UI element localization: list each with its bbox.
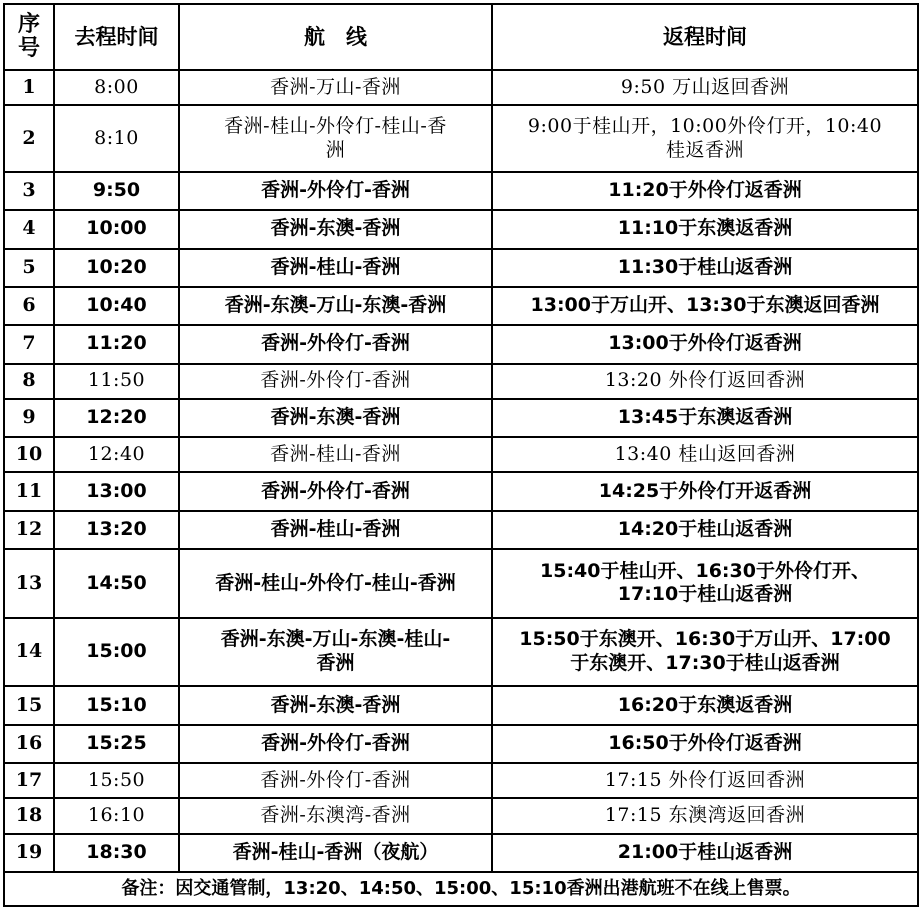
route-line: 香洲 [316, 651, 355, 674]
route-line: 香洲-桂山-外伶仃-桂山-香 [224, 114, 447, 137]
return-time [492, 70, 918, 105]
route [179, 686, 492, 724]
route-line: 香洲-桂山-香洲 [270, 518, 401, 541]
table-row [4, 763, 918, 798]
ferry-schedule-table [3, 3, 919, 907]
route-line: 香洲-东澳-香洲 [270, 406, 401, 429]
route-line: 香洲-外伶仃-香洲 [261, 731, 410, 754]
route-line: 香洲-外伶仃-香洲 [261, 179, 410, 202]
outbound-time: 9:50 [54, 172, 179, 210]
return-time [492, 686, 918, 724]
row-number: 3 [4, 172, 54, 210]
route [179, 70, 492, 105]
row-number: 16 [4, 725, 54, 763]
row-number: 9 [4, 399, 54, 437]
return-line: 16:50于外伶仃返香洲 [608, 731, 802, 754]
route-line: 香洲-桂山-外伶仃-桂山-香洲 [215, 571, 456, 594]
return-time [492, 834, 918, 872]
return-time [492, 549, 918, 618]
table-row [4, 437, 918, 472]
return-time [492, 511, 918, 549]
route [179, 834, 492, 872]
row-number: 17 [4, 763, 54, 798]
route-line: 香洲-万山-香洲 [270, 75, 401, 98]
table-row [4, 472, 918, 510]
outbound-time: 12:20 [54, 399, 179, 437]
table-row [4, 511, 918, 549]
return-line: 13:20 外伶仃返回香洲 [604, 369, 806, 392]
route-line: 香洲-外伶仃-香洲 [260, 768, 411, 791]
row-number: 15 [4, 686, 54, 724]
note-text: 备注：因交通管制，13:20、14:50、15:00、15:10香洲出港航班不在线上售票。 [4, 872, 918, 906]
table-row [4, 105, 918, 172]
return-time [492, 249, 918, 287]
route [179, 472, 492, 510]
header-route: 航 线 [179, 4, 492, 70]
route [179, 399, 492, 437]
row-number: 13 [4, 549, 54, 618]
outbound-time: 11:50 [54, 364, 179, 399]
route-line: 香洲-东澳-万山-东澳-香洲 [224, 294, 447, 317]
return-time [492, 210, 918, 248]
route-line: 香洲-东澳-万山-东澳-桂山- [220, 628, 451, 651]
row-number: 19 [4, 834, 54, 872]
return-line: 9:00于桂山开，10:00外伶仃开，10:40 [527, 114, 883, 137]
route [179, 172, 492, 210]
return-line: 13:40 桂山返回香洲 [614, 442, 796, 465]
table-row [4, 364, 918, 399]
return-line: 14:25于外伶仃开返香洲 [598, 479, 812, 502]
outbound-time: 12:40 [54, 437, 179, 472]
return-time [492, 399, 918, 437]
row-number: 2 [4, 105, 54, 172]
row-number: 1 [4, 70, 54, 105]
return-time [492, 172, 918, 210]
return-line: 16:20于东澳返香洲 [617, 693, 793, 716]
route [179, 249, 492, 287]
table-row [4, 249, 918, 287]
table-row [4, 798, 918, 833]
return-line: 于东澳开、17:30于桂山返香洲 [570, 651, 840, 674]
table-row [4, 325, 918, 363]
return-time [492, 472, 918, 510]
outbound-time: 15:00 [54, 618, 179, 687]
return-line: 11:10于东澳返香洲 [617, 217, 793, 240]
route [179, 798, 492, 833]
return-line: 13:45于东澳返香洲 [617, 406, 793, 429]
row-number: 10 [4, 437, 54, 472]
return-time [492, 725, 918, 763]
route-line: 香洲-东澳-香洲 [270, 217, 401, 240]
return-line: 13:00于外伶仃返香洲 [608, 332, 802, 355]
return-line: 17:15 东澳湾返回香洲 [604, 804, 806, 826]
route [179, 105, 492, 172]
return-line: 21:00于桂山返香洲 [617, 840, 793, 863]
outbound-time: 11:20 [54, 325, 179, 363]
table-row [4, 70, 918, 105]
outbound-time: 8:10 [54, 105, 179, 172]
header-row [4, 4, 918, 70]
row-number: 7 [4, 325, 54, 363]
route-line: 香洲-桂山-香洲 [270, 255, 401, 278]
return-time [492, 618, 918, 687]
table-row [4, 549, 918, 618]
return-line: 15:50于东澳开、16:30于万山开、17:00 [519, 628, 891, 651]
row-number: 12 [4, 511, 54, 549]
return-time [492, 325, 918, 363]
outbound-time: 18:30 [54, 834, 179, 872]
header-return-time: 返程时间 [492, 4, 918, 70]
route [179, 763, 492, 798]
return-line: 11:20于外伶仃返香洲 [608, 179, 802, 202]
return-line: 13:00于万山开、13:30于东澳返回香洲 [530, 294, 880, 317]
route [179, 549, 492, 618]
route [179, 618, 492, 687]
route [179, 287, 492, 325]
route-line: 洲 [325, 138, 346, 161]
table-row [4, 725, 918, 763]
route-line: 香洲-东澳-香洲 [270, 693, 401, 716]
return-line: 11:30于桂山返香洲 [617, 255, 793, 278]
header-outbound-time: 去程时间 [54, 4, 179, 70]
row-number: 4 [4, 210, 54, 248]
header-number: 序号 [4, 4, 54, 70]
outbound-time: 8:00 [54, 70, 179, 105]
return-line: 17:10于桂山返香洲 [617, 583, 793, 606]
route-line: 香洲-外伶仃-香洲 [261, 332, 410, 355]
table-row [4, 834, 918, 872]
return-line: 9:50 万山返回香洲 [620, 75, 790, 98]
return-line: 15:40于桂山开、16:30于外伶仃开、 [540, 559, 870, 582]
outbound-time: 13:00 [54, 472, 179, 510]
note-row [4, 872, 918, 906]
route-line: 香洲-桂山-香洲 [270, 442, 401, 465]
route-line: 香洲-外伶仃-香洲 [260, 369, 411, 392]
row-number: 5 [4, 249, 54, 287]
route-line: 香洲-外伶仃-香洲 [261, 479, 410, 502]
schedule-body [4, 70, 918, 872]
route [179, 511, 492, 549]
outbound-time: 15:10 [54, 686, 179, 724]
return-time [492, 798, 918, 833]
outbound-time: 10:00 [54, 210, 179, 248]
return-time [492, 437, 918, 472]
return-time [492, 763, 918, 798]
table-row [4, 399, 918, 437]
route [179, 210, 492, 248]
table-row [4, 287, 918, 325]
row-number: 18 [4, 798, 54, 833]
table-row [4, 172, 918, 210]
row-number: 11 [4, 472, 54, 510]
route-line: 香洲-桂山-香洲（夜航） [232, 840, 439, 863]
outbound-time: 10:20 [54, 249, 179, 287]
row-number: 14 [4, 618, 54, 687]
route [179, 325, 492, 363]
route [179, 364, 492, 399]
outbound-time: 16:10 [54, 798, 179, 833]
return-line: 14:20于桂山返香洲 [617, 518, 793, 541]
route-line: 香洲-东澳湾-香洲 [260, 804, 411, 826]
return-line: 桂返香洲 [665, 138, 744, 161]
outbound-time: 13:20 [54, 511, 179, 549]
outbound-time: 15:25 [54, 725, 179, 763]
outbound-time: 14:50 [54, 549, 179, 618]
row-number: 8 [4, 364, 54, 399]
table-row [4, 618, 918, 687]
return-time [492, 287, 918, 325]
row-number: 6 [4, 287, 54, 325]
outbound-time: 10:40 [54, 287, 179, 325]
table-row [4, 210, 918, 248]
return-line: 17:15 外伶仃返回香洲 [604, 768, 806, 791]
return-time [492, 105, 918, 172]
route [179, 725, 492, 763]
table-row [4, 686, 918, 724]
return-time [492, 364, 918, 399]
route [179, 437, 492, 472]
outbound-time: 15:50 [54, 763, 179, 798]
